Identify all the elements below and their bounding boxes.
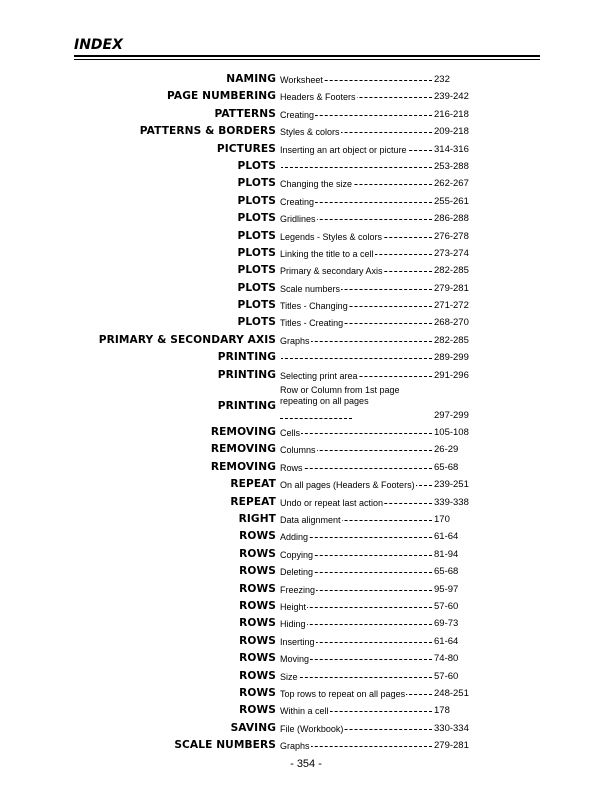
index-description-text: Headers & Footers	[280, 92, 356, 103]
index-description	[280, 703, 432, 719]
index-entry	[0, 158, 612, 175]
index-pages: 57-60	[434, 670, 459, 682]
index-description-text	[280, 162, 281, 172]
index-entry	[0, 424, 612, 441]
index-description	[280, 246, 432, 262]
index-description-text: Gridlines	[280, 214, 316, 225]
index-pages: 253-288	[434, 160, 469, 172]
dotted-leader	[280, 677, 432, 678]
dotted-leader	[280, 358, 432, 359]
index-pages: 276-278	[434, 230, 469, 242]
index-description-text: Titles - Changing	[280, 301, 348, 312]
index-description	[280, 72, 432, 88]
index-description	[280, 263, 432, 279]
index-term: PRINTING	[217, 400, 276, 413]
index-description	[280, 107, 432, 123]
index-term: PLOTS	[237, 316, 276, 329]
index-term: PLOTS	[237, 194, 276, 207]
index-description	[280, 333, 432, 349]
index-description	[280, 194, 432, 210]
index-pages: 314-316	[434, 143, 469, 155]
index-description-text: Cells	[280, 428, 301, 439]
index-description	[280, 738, 432, 754]
index-entry	[0, 441, 612, 458]
index-entry	[0, 71, 612, 88]
index-term: ROWS	[239, 599, 276, 612]
header-rule-thick	[74, 55, 540, 57]
index-description-text: Height	[280, 601, 307, 612]
index-term: PATTERNS & BORDERS	[139, 125, 276, 138]
index-entry	[0, 720, 612, 737]
index-term: REMOVING	[210, 443, 276, 456]
index-pages: 61-64	[434, 531, 459, 543]
index-pages: 170	[434, 513, 450, 525]
index-description-text: Columns	[280, 445, 316, 456]
index-description	[280, 229, 432, 245]
index-term: PATTERNS	[214, 107, 276, 120]
index-entry	[0, 245, 612, 262]
index-term: ROWS	[239, 617, 276, 630]
index-term: ROWS	[239, 652, 276, 665]
index-description-text: Rows	[280, 462, 303, 473]
index-entry	[0, 581, 612, 598]
index-description-text: Inserting an art object or picture	[280, 144, 407, 155]
index-description	[280, 460, 432, 476]
index-term: REMOVING	[210, 426, 276, 439]
index-description-text: Primary & secondary Axis	[280, 266, 383, 277]
index-description-text: On all pages (Headers & Footers)	[280, 480, 415, 491]
index-pages: 339-338	[434, 496, 469, 508]
index-entry	[0, 685, 612, 702]
index-description-text: Linking the title to a cell	[280, 248, 374, 259]
index-entry	[0, 332, 612, 349]
index-entries	[0, 71, 612, 754]
dotted-leader	[280, 418, 352, 419]
index-pages: 255-261	[434, 195, 469, 207]
index-entry	[0, 528, 612, 545]
index-description-text: Undo or repeat last action	[280, 497, 384, 508]
index-entry	[0, 367, 612, 384]
index-description-text	[280, 353, 281, 363]
index-description	[280, 547, 432, 563]
index-entry	[0, 546, 612, 563]
index-description-text: Size	[280, 671, 298, 682]
index-term: ROWS	[239, 704, 276, 717]
index-description	[280, 281, 432, 297]
index-entry	[0, 228, 612, 245]
index-term: SAVING	[230, 721, 276, 734]
index-term: ROWS	[239, 634, 276, 647]
index-entry	[0, 193, 612, 210]
index-entry	[0, 476, 612, 493]
index-description	[280, 159, 432, 175]
index-description	[280, 686, 432, 702]
index-entry	[0, 598, 612, 615]
index-description-text: Graphs	[280, 741, 310, 752]
index-entry	[0, 511, 612, 528]
index-description	[280, 512, 432, 528]
index-pages: 232	[434, 74, 450, 85]
index-description-text: Deleting	[280, 567, 314, 578]
index-entry	[0, 384, 612, 424]
index-description-text: Top rows to repeat on all pages	[280, 688, 406, 699]
index-term: PLOTS	[237, 177, 276, 190]
index-description	[280, 124, 432, 140]
index-pages: 282-285	[434, 265, 469, 277]
dotted-leader	[280, 433, 432, 434]
index-description	[280, 582, 432, 598]
index-description-text: Creating	[280, 196, 315, 207]
index-term: REPEAT	[230, 495, 276, 508]
index-term: PLOTS	[237, 159, 276, 172]
index-description	[280, 176, 432, 192]
index-description	[280, 721, 432, 737]
index-entry	[0, 280, 612, 297]
index-description	[280, 142, 432, 158]
index-pages: 289-299	[434, 352, 469, 364]
index-term: PLOTS	[237, 299, 276, 312]
index-description-text: Scale numbers	[280, 283, 341, 294]
index-pages: 268-270	[434, 317, 469, 329]
index-entry	[0, 297, 612, 314]
index-description	[280, 564, 432, 580]
index-description-text: Changing the size	[280, 179, 353, 190]
index-pages: 286-288	[434, 213, 469, 225]
index-description	[280, 385, 432, 423]
index-term: ROWS	[239, 686, 276, 699]
index-entry	[0, 737, 612, 754]
index-description	[280, 89, 432, 105]
index-entry	[0, 106, 612, 123]
index-entry	[0, 349, 612, 366]
index-description	[280, 442, 432, 458]
dotted-leader	[280, 167, 432, 168]
index-pages: 239-242	[434, 91, 469, 103]
index-term: PLOTS	[237, 264, 276, 277]
index-description-text: Row or Column from 1st page repeating on all pages	[280, 385, 400, 407]
page-title: INDEX	[74, 37, 123, 53]
index-pages: 271-272	[434, 300, 469, 312]
index-description-text: Freezing	[280, 584, 316, 595]
index-description-text: Moving	[280, 654, 310, 665]
index-description-text: Adding	[280, 532, 309, 543]
index-description-text: Hiding	[280, 619, 306, 630]
index-entry	[0, 141, 612, 158]
index-description-text: Worksheet	[280, 75, 323, 85]
index-term: PRINTING	[217, 351, 276, 364]
index-description-text: Styles & colors	[280, 127, 340, 138]
index-term: REMOVING	[210, 460, 276, 473]
index-pages: 57-60	[434, 600, 459, 612]
page-number: - 354 -	[290, 758, 322, 770]
index-pages: 81-94	[434, 548, 459, 560]
index-term: PICTURES	[216, 142, 276, 155]
index-description	[280, 298, 432, 314]
index-term: PRINTING	[217, 368, 276, 381]
index-pages: 216-218	[434, 108, 469, 120]
index-pages: 291-296	[434, 369, 469, 381]
index-description	[280, 425, 432, 441]
index-entry	[0, 175, 612, 192]
index-description	[280, 315, 432, 331]
index-pages: 209-218	[434, 126, 469, 138]
index-pages: 61-64	[434, 635, 459, 647]
index-description-text: Data alignment	[280, 514, 341, 525]
index-description-text: Copying	[280, 549, 314, 560]
index-description	[280, 211, 432, 227]
index-pages: 279-281	[434, 740, 469, 752]
index-term: PRIMARY & SECONDARY AXIS	[98, 333, 276, 346]
index-description	[280, 634, 432, 650]
index-description	[280, 651, 432, 667]
index-term: ROWS	[239, 530, 276, 543]
header-rule-thin	[74, 59, 540, 60]
index-term: PLOTS	[237, 281, 276, 294]
index-description-text: Selecting print area	[280, 370, 358, 381]
index-entry	[0, 459, 612, 476]
index-entry	[0, 314, 612, 331]
index-term: REPEAT	[230, 478, 276, 491]
index-pages: 273-274	[434, 247, 469, 259]
index-description-text: Legends - Styles & colors	[280, 231, 383, 242]
index-pages: 74-80	[434, 653, 459, 665]
index-term: SCALE NUMBERS	[174, 739, 276, 752]
index-description	[280, 616, 432, 632]
index-entry	[0, 494, 612, 511]
index-description	[280, 599, 432, 615]
index-term: ROWS	[239, 669, 276, 682]
index-description-text: Titles - Creating	[280, 318, 344, 329]
index-term: ROWS	[239, 565, 276, 578]
index-description	[280, 368, 432, 384]
index-pages: 26-29	[434, 444, 459, 456]
index-description-text: Inserting	[280, 636, 315, 647]
index-entry	[0, 563, 612, 580]
index-term: ROWS	[239, 582, 276, 595]
index-entry	[0, 88, 612, 105]
index-entry	[0, 650, 612, 667]
index-pages: 178	[434, 705, 450, 717]
index-entry	[0, 702, 612, 719]
index-term: RIGHT	[238, 512, 276, 525]
index-pages: 330-334	[434, 722, 469, 734]
index-pages: 248-251	[434, 687, 469, 699]
index-description	[280, 529, 432, 545]
index-term: NAMING	[226, 73, 276, 85]
index-pages: 95-97	[434, 583, 459, 595]
index-term: PLOTS	[237, 229, 276, 242]
index-pages: 262-267	[434, 178, 469, 190]
index-pages: 279-281	[434, 282, 469, 294]
index-entry	[0, 123, 612, 140]
index-description	[280, 477, 432, 493]
index-pages: 65-68	[434, 461, 459, 473]
index-entry	[0, 633, 612, 650]
index-pages: 282-285	[434, 334, 469, 346]
index-pages: 105-108	[434, 427, 469, 439]
index-entry	[0, 668, 612, 685]
index-description-text: File (Workbook)	[280, 723, 344, 734]
index-entry	[0, 210, 612, 227]
index-term: ROWS	[239, 547, 276, 560]
index-entry	[0, 615, 612, 632]
index-term: PLOTS	[237, 246, 276, 259]
index-description-text: Within a cell	[280, 706, 329, 717]
index-pages: 297-299	[434, 410, 469, 422]
index-description	[280, 350, 432, 366]
index-description	[280, 495, 432, 511]
index-pages: 65-68	[434, 566, 459, 578]
index-pages: 239-251	[434, 479, 469, 491]
index-pages: 69-73	[434, 618, 459, 630]
index-term: PAGE NUMBERING	[167, 90, 276, 103]
index-description-text: Creating	[280, 109, 315, 120]
index-term: PLOTS	[237, 212, 276, 225]
index-description	[280, 669, 432, 685]
index-description-text: Graphs	[280, 335, 310, 346]
index-entry	[0, 262, 612, 279]
